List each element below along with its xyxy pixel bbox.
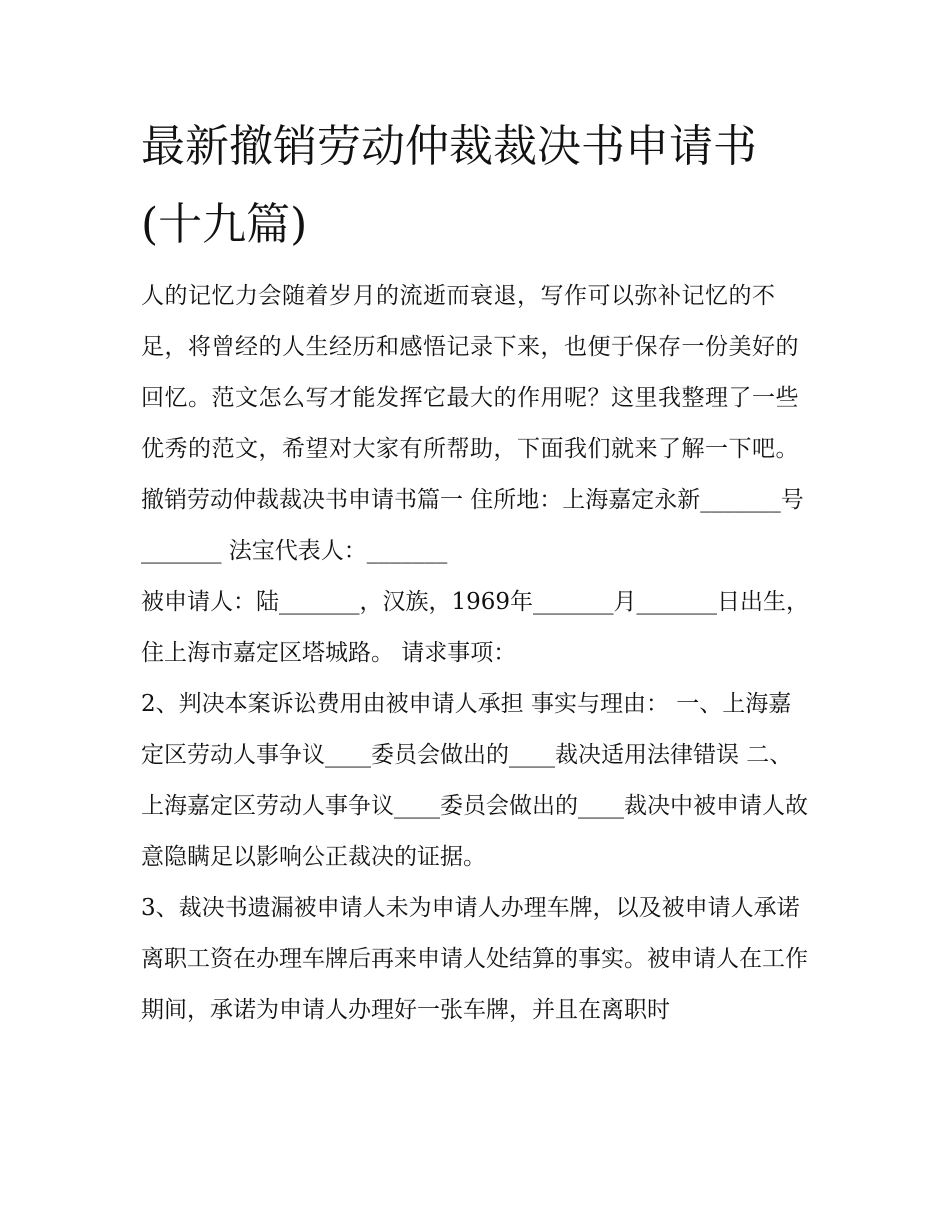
document-body [141,271,811,1036]
paragraph-claim-3: 3、裁决书遗漏被申请人未为申请人办理车牌，以及被申请人承诺离职工资在办理车牌后再来申请人处结算的事实。被申请人在工作期间，承诺为申请人办理好一张车牌，并且在离职时 [141,895,808,1023]
paragraph-respondent: 被申请人：陆_______，汉族，1969年_______月_______日出生，住上海市嘉定区塔城路。 请求事项： [141,589,810,666]
paragraph-applicant-address: 撤销劳动仲裁裁决书申请书篇一 住所地：上海嘉定永新_______号_______ 法宝代表人：_______ [141,487,804,564]
paragraph-intro: 人的记忆力会随着岁月的流逝而衰退，写作可以弥补记忆的不足，将曾经的人生经历和感悟记录下来，也便于保存一份美好的回忆。范文怎么写才能发挥它最大的作用呢？这里我整理了一些优秀的范文，希望对大家有所帮助，下面我们就来了解一下吧。 [141,283,799,462]
document-title: 最新撤销劳动仲裁裁决书申请书(十九篇) [141,121,757,250]
document-content [141,108,811,1036]
paragraph-claim-2: 2、判决本案诉讼费用由被申请人承担 事实与理由： 一、上海嘉定区劳动人事争议____委员会做出的____裁决适用法律错误 二、上海嘉定区劳动人事争议____委员会做出的____裁决中被申请人故意隐瞒足以影响公正裁决的证据。 [141,691,808,870]
